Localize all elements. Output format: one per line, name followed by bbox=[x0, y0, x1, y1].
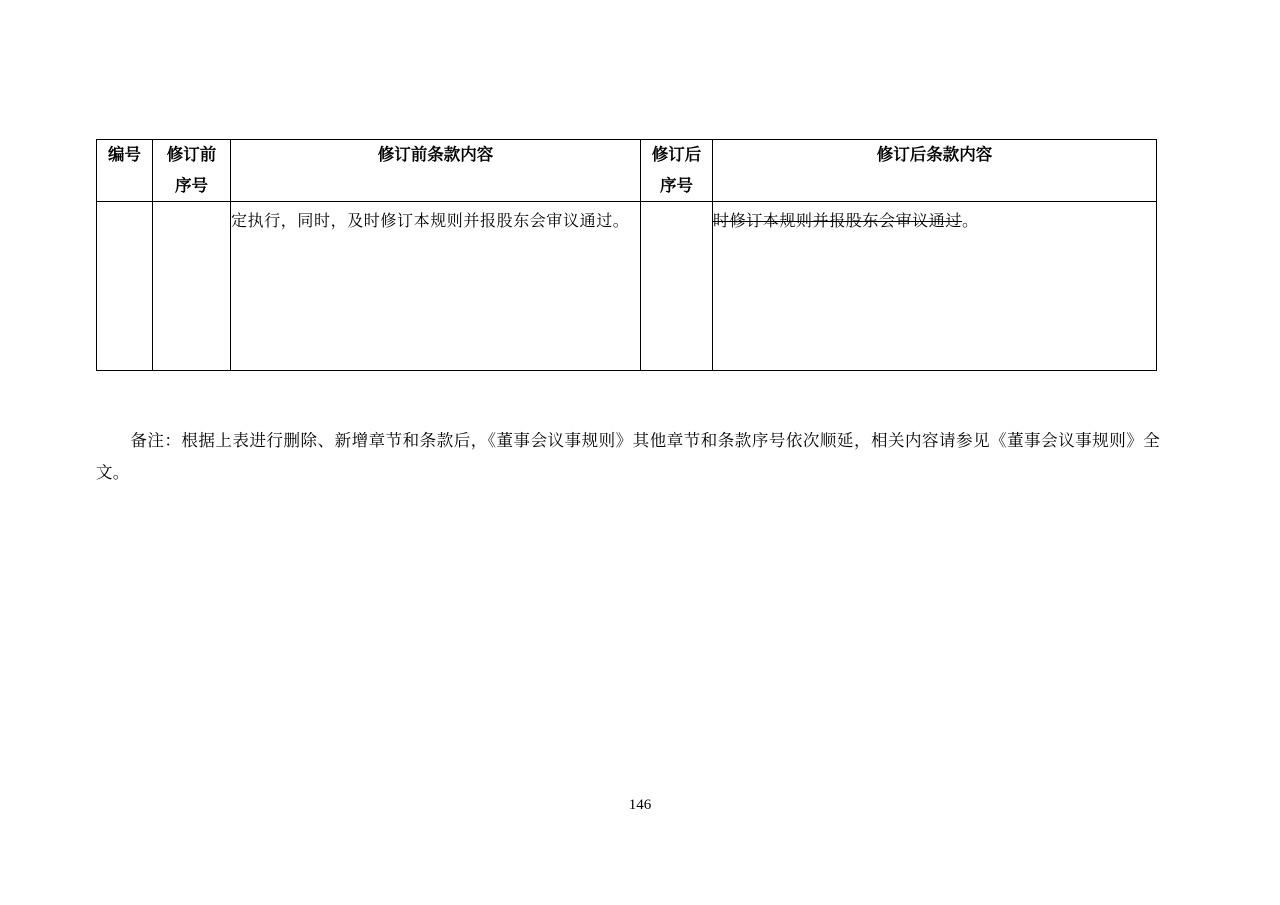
table-header-row bbox=[97, 140, 1157, 202]
cell-new-content-tail: 。 bbox=[962, 213, 979, 231]
table-header-new-index-line1: 修订后 bbox=[651, 145, 702, 164]
table-header-number: 编号 bbox=[97, 140, 153, 202]
table-header-new-index bbox=[641, 140, 713, 202]
table-header-old-content: 修订前条款内容 bbox=[231, 140, 641, 202]
revision-comparison-table bbox=[96, 139, 1157, 371]
cell-new-content-struck: 时修订本规则并报股东会审议通过 bbox=[713, 213, 963, 231]
table-header-new-index-line2: 序号 bbox=[660, 175, 693, 195]
table-header-old-index-line1: 修订前 bbox=[166, 145, 217, 164]
table-note bbox=[96, 425, 1160, 489]
table-row bbox=[97, 202, 1157, 371]
page-number: 146 bbox=[628, 797, 652, 813]
cell-old-content: 定执行，同时，及时修订本规则并报股东会审议通过。 bbox=[231, 202, 641, 371]
table-header-new-content: 修订后条款内容 bbox=[713, 140, 1157, 202]
note-text: 根据上表进行删除、新增章节和条款后，《董事会议事规则》其他章节和条款序号依次顺延，相关内容请参见《董事会议事规则》全文。 bbox=[96, 431, 1160, 483]
cell-number bbox=[97, 202, 153, 371]
cell-old-index bbox=[153, 202, 231, 371]
cell-new-index bbox=[641, 202, 713, 371]
table-header-old-index bbox=[153, 140, 231, 202]
note-label: 备注： bbox=[130, 431, 182, 450]
table-header-old-index-line2: 序号 bbox=[175, 175, 208, 195]
cell-new-content bbox=[713, 202, 1157, 371]
